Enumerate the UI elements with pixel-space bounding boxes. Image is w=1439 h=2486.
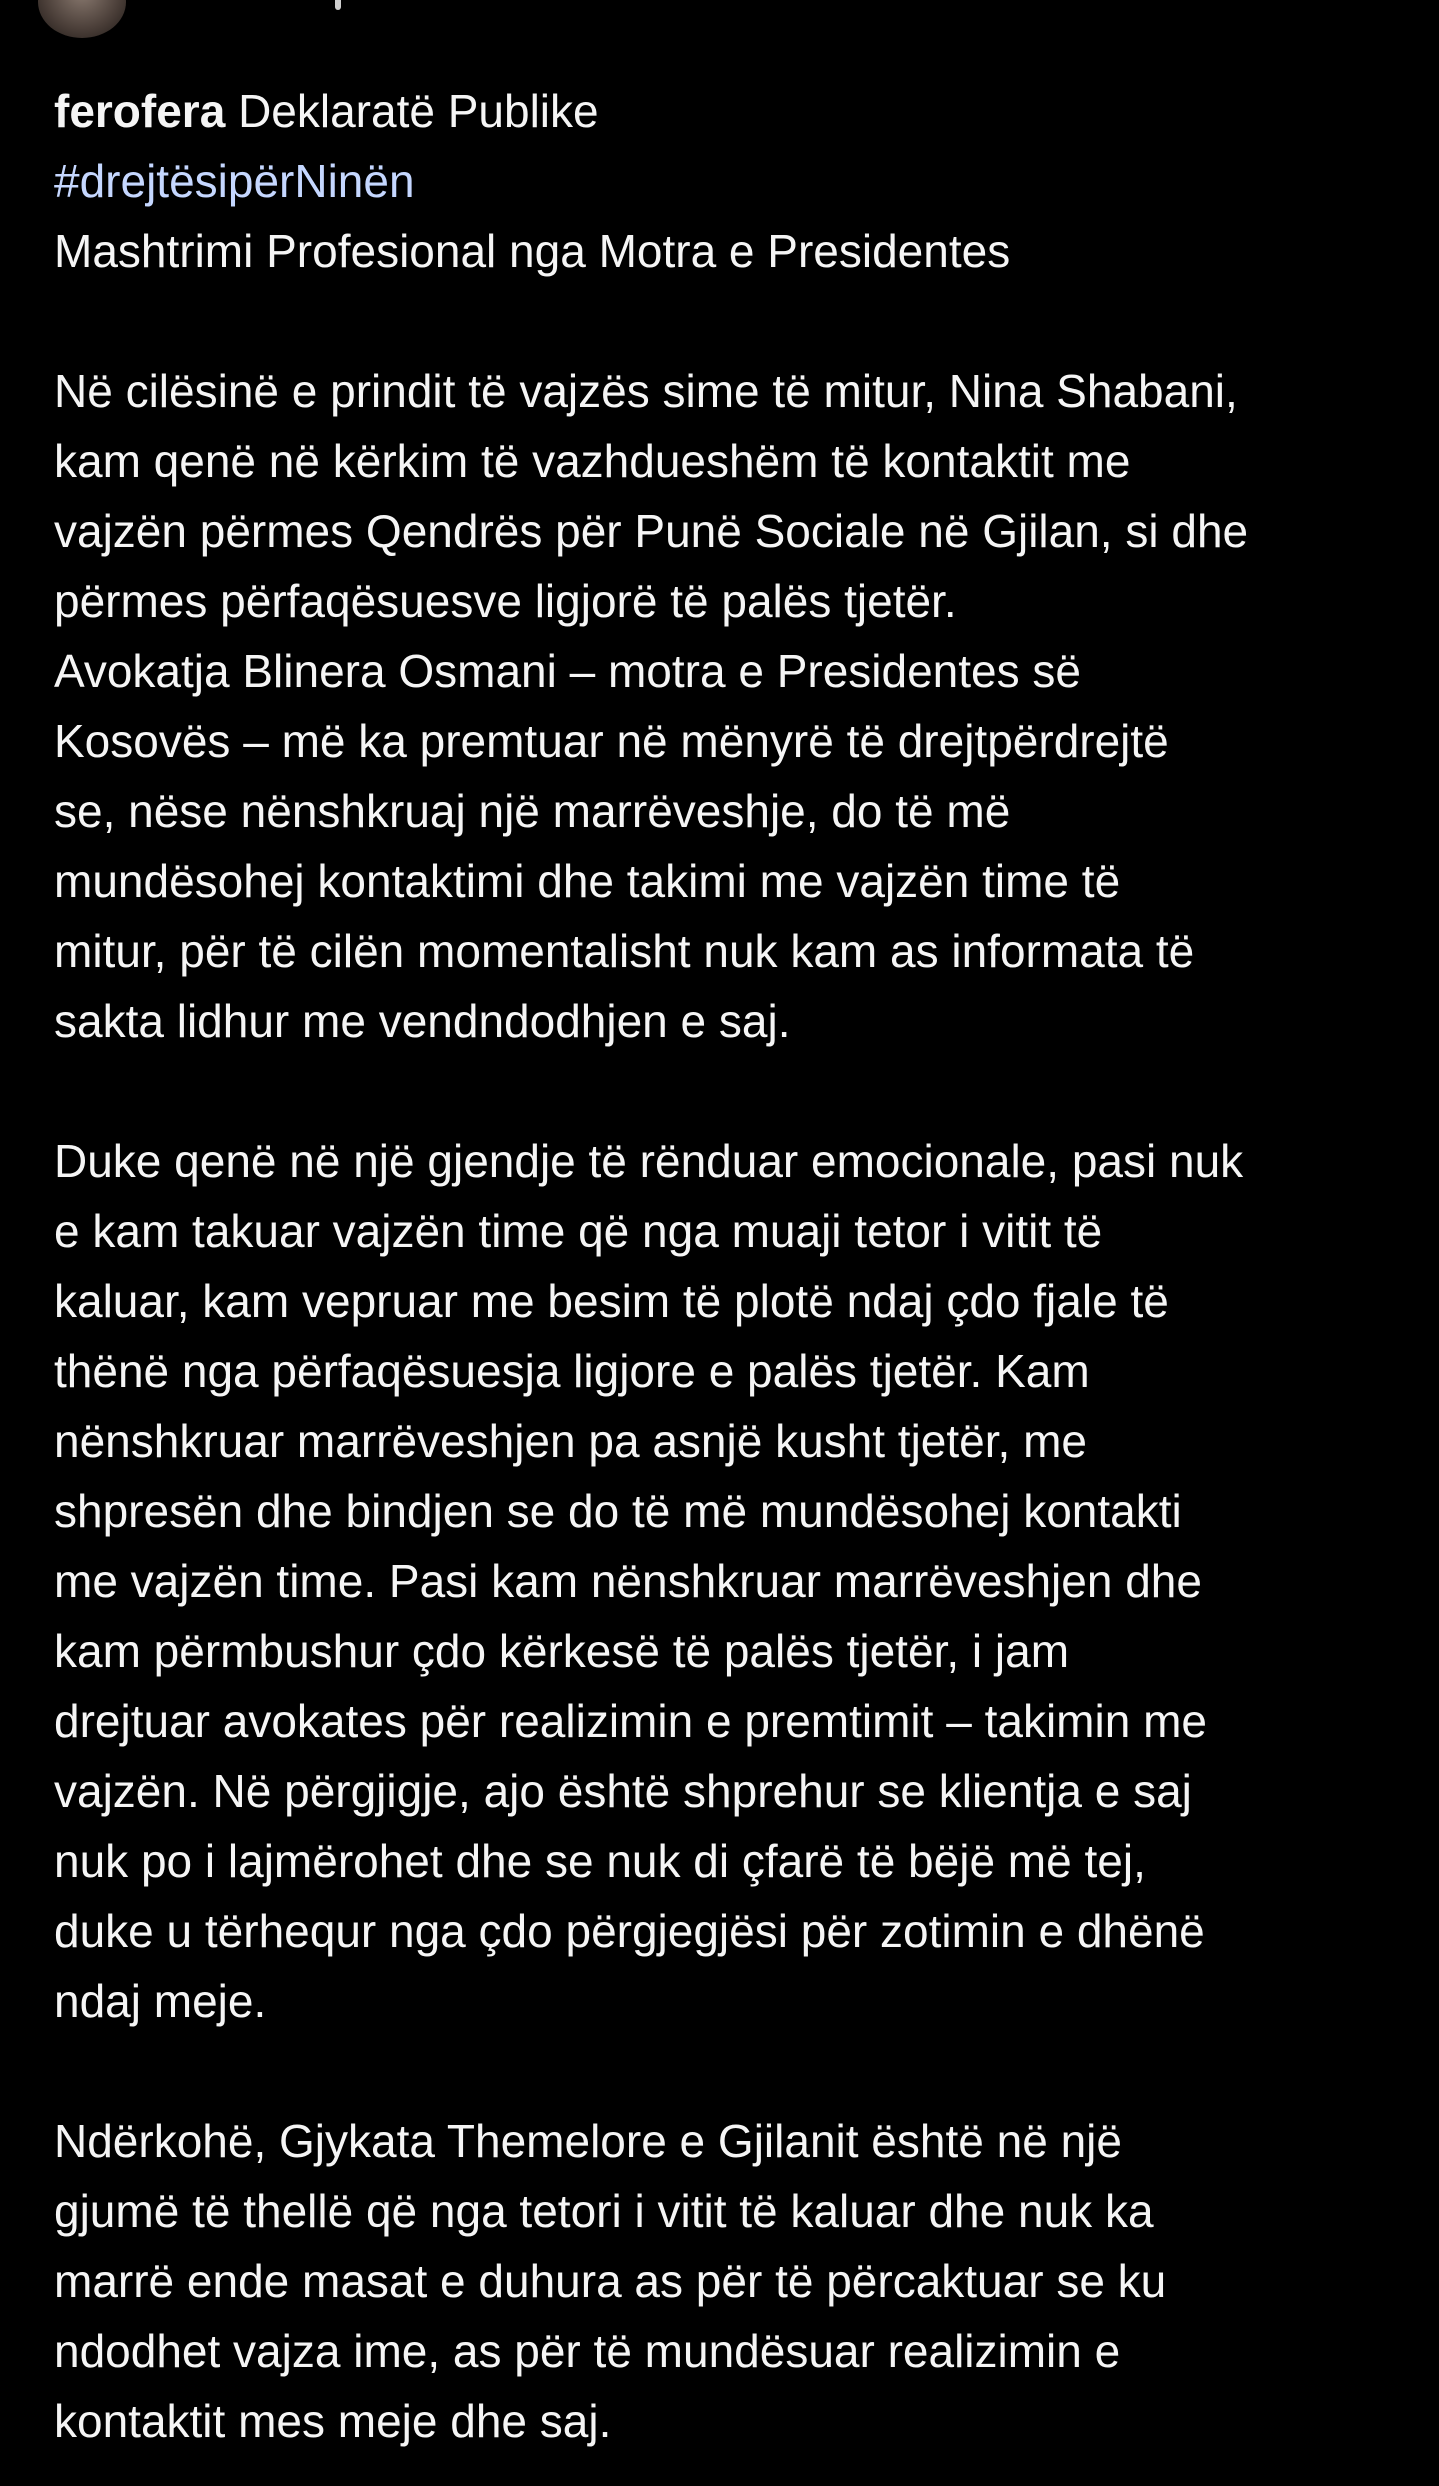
text-line: nuk po i lajmërohet dhe se nuk di çfarë të bëjë më tej, bbox=[54, 1835, 1146, 1887]
text-line: kaluar, kam vepruar me besim të plotë ndaj çdo fjale të bbox=[54, 1275, 1169, 1327]
text-line: nënshkruar marrëveshjen pa asnjë kusht tjetër, me bbox=[54, 1415, 1087, 1467]
text-line: kam qenë në kërkim të vazhdueshëm të kontaktit me bbox=[54, 435, 1131, 487]
text-line: mundësohej kontaktimi dhe takimi me vajzën time të bbox=[54, 855, 1121, 907]
caption-title: Deklaratë Publike bbox=[238, 85, 599, 137]
text-line: e kam takuar vajzën time që nga muaji tetor i vitit të bbox=[54, 1205, 1103, 1257]
caption-header-line bbox=[54, 76, 1414, 146]
text-line: vajzën. Në përgjigje, ajo është shprehur se klientja e saj bbox=[54, 1765, 1192, 1817]
paragraph-1 bbox=[54, 356, 1414, 1056]
text-line: vajzën përmes Qendrës për Punë Sociale në Gjilan, si dhe bbox=[54, 505, 1249, 557]
text-line: Kosovës – më ka premtuar në mënyrë të drejtpërdrejtë bbox=[54, 715, 1169, 767]
text-line: mitur, për të cilën momentalisht nuk kam as informata të bbox=[54, 925, 1195, 977]
paragraph-gap bbox=[54, 2036, 1414, 2106]
paragraph-3 bbox=[54, 2106, 1414, 2456]
avatar[interactable] bbox=[38, 0, 126, 38]
text-line: kontaktit mes meje dhe saj. bbox=[54, 2395, 612, 2447]
text-line: gjumë të thellë që nga tetori i vitit të kaluar dhe nuk ka bbox=[54, 2185, 1154, 2237]
hashtag-link[interactable]: #drejtësipërNinën bbox=[54, 155, 415, 207]
text-line: përmes përfaqësuesve ligjorë të palës tjetër. bbox=[54, 575, 957, 627]
text-line: duke u tërhequr nga çdo përgjegjësi për zotimin e dhënë bbox=[54, 1905, 1205, 1957]
caption-subtitle: Mashtrimi Profesional nga Motra e Presidentes bbox=[54, 225, 1011, 277]
text-line: ndaj meje. bbox=[54, 1975, 267, 2027]
paragraph-2 bbox=[54, 1126, 1414, 2036]
text-line: me vajzën time. Pasi kam nënshkruar marrëveshjen dhe bbox=[54, 1555, 1202, 1607]
text-line: Duke qenë në një gjendje të rënduar emocionale, pasi nuk bbox=[54, 1135, 1244, 1187]
separator-dot bbox=[335, 0, 341, 10]
text-line: sakta lidhur me vendndodhjen e saj. bbox=[54, 995, 791, 1047]
text-line: marrë ende masat e duhura as për të përcaktuar se ku bbox=[54, 2255, 1167, 2307]
text-line: Avokatja Blinera Osmani – motra e Presidentes së bbox=[54, 645, 1081, 697]
paragraph-gap bbox=[54, 1056, 1414, 1126]
username-link[interactable]: ferofera bbox=[54, 85, 226, 137]
text-line: thënë nga përfaqësuesja ligjore e palës tjetër. Kam bbox=[54, 1345, 1090, 1397]
text-line: ndodhet vajza ime, as për të mundësuar realizimin e bbox=[54, 2325, 1121, 2377]
text-line: se, nëse nënshkruaj një marrëveshje, do të më bbox=[54, 785, 1011, 837]
paragraph-gap bbox=[54, 286, 1414, 356]
text-line: Ndërkohë, Gjykata Themelore e Gjilanit është në një bbox=[54, 2115, 1122, 2167]
text-line: drejtuar avokates për realizimin e premtimit – takimin me bbox=[54, 1695, 1207, 1747]
post-caption bbox=[54, 76, 1414, 2456]
text-line: Në cilësinë e prindit të vajzës sime të mitur, Nina Shabani, bbox=[54, 365, 1238, 417]
text-line: kam përmbushur çdo kërkesë të palës tjetër, i jam bbox=[54, 1625, 1070, 1677]
text-line: shpresën dhe bindjen se do të më mundësohej kontakti bbox=[54, 1485, 1182, 1537]
